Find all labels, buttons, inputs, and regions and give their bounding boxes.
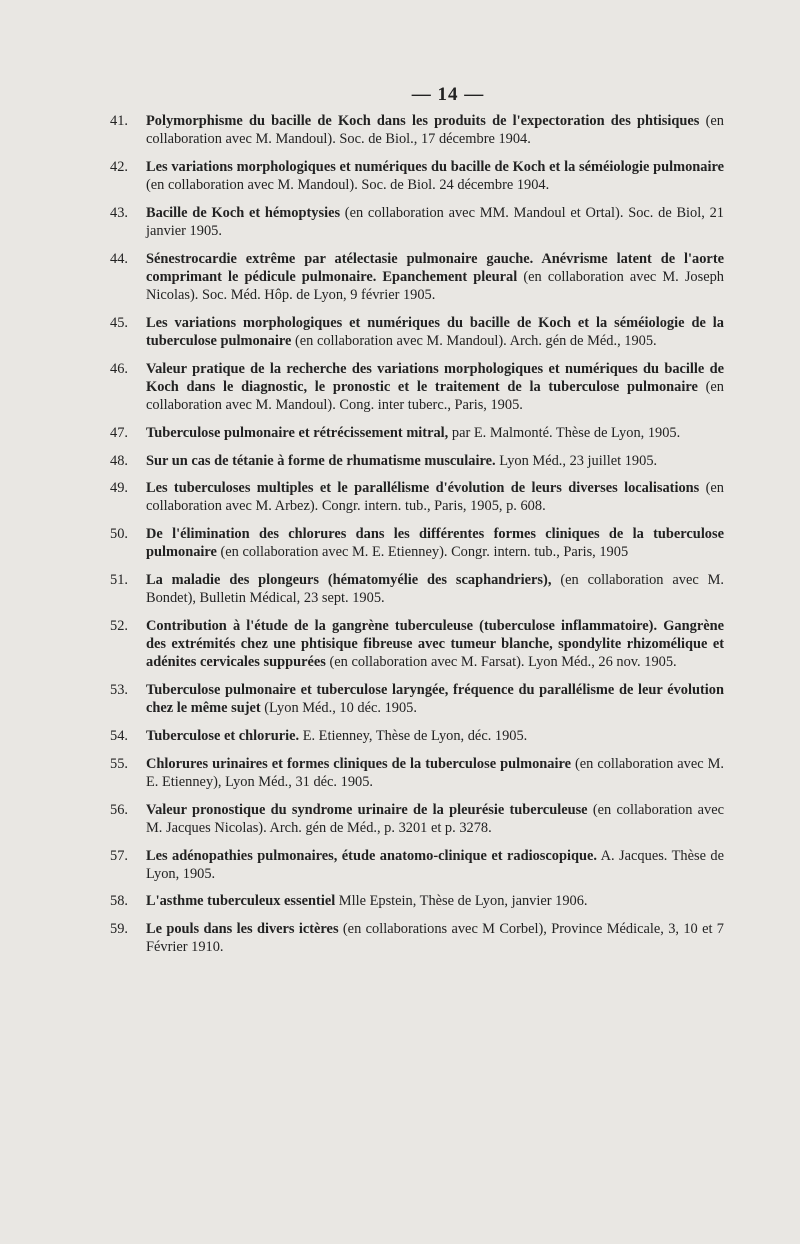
entry-citation: (en collaboration avec M. Bondet), Bulletin Médical, 23 sept. 1905. <box>146 572 724 607</box>
entry-citation: (en collaboration avec M. Jacques Nicolas). Arch. gén de Méd., p. 3201 et p. 3278. <box>146 801 725 836</box>
bibliography-entry <box>110 479 724 515</box>
entry-number: 47. <box>110 424 128 441</box>
bibliography-entry <box>110 617 724 672</box>
entry-citation: (en collaboration avec M. Mandoul). Cong. inter tuberc., Paris, 1905. <box>146 378 724 414</box>
entry-number: 45. <box>110 314 128 331</box>
bibliography-entry <box>110 204 724 240</box>
bibliography-entry <box>110 112 724 148</box>
entry-citation: (en collaboration avec MM. Mandoul et Ortal). Soc. de Biol, 21 janvier 1905. <box>146 204 724 240</box>
bibliography-entry <box>110 801 725 837</box>
bibliography-entry <box>110 681 724 717</box>
entry-number: 46. <box>110 360 128 377</box>
bibliography-entry <box>110 452 724 470</box>
entry-citation: E. Etienney, Thèse de Lyon, déc. 1905. <box>299 727 528 744</box>
entry-title: Bacille de Koch et hémoptysies <box>146 204 341 221</box>
entry-number: 52. <box>110 617 128 634</box>
entry-number: 54. <box>110 727 128 744</box>
entry-title: Valeur pronostique du syndrome urinaire de la pleurésie tuberculeuse <box>146 801 588 818</box>
entry-title: Valeur pratique de la recherche des variations morphologiques et numériques du bacille de Koch dans le diagnostic, le pronostic et le traitement de la tuberculose pulmonaire <box>146 360 724 395</box>
bibliography-entry <box>110 920 724 956</box>
bibliography-entry <box>110 847 724 883</box>
entry-number: 58. <box>110 893 128 910</box>
entry-title: Contribution à l'étude de la gangrène tuberculeuse (tuberculose inflammatoire). Gangrène des extrémités chez une phtisique fibreuse avec tumeur blanche, spondylite rhizomélique et adénites cervicales suppurées <box>146 617 724 671</box>
entry-citation: Mlle Epstein, Thèse de Lyon, janvier 1906. <box>335 893 588 910</box>
entry-number: 41. <box>110 113 128 129</box>
entry-number: 43. <box>110 204 128 221</box>
entry-title: La maladie des plongeurs (hématomyélie des scaphandriers), <box>146 572 552 589</box>
entry-citation: par E. Malmonté. Thèse de Lyon, 1905. <box>448 424 681 441</box>
entry-title: Les adénopathies pulmonaires, étude anatomo-clinique et radioscopique. <box>146 847 597 864</box>
page-number: — 14 — <box>411 84 485 105</box>
entry-title: Chlorures urinaires et formes cliniques de la tuberculose pulmonaire <box>146 755 571 772</box>
entry-title: Les variations morphologiques et numériques du bacille de Koch et la séméiologie de la tuberculose pulmonaire <box>146 314 724 350</box>
entry-citation: Lyon Méd., 23 juillet 1905. <box>495 452 658 469</box>
entry-title: Tuberculose pulmonaire et rétrécissement mitral, <box>146 424 449 441</box>
entry-number: 42. <box>110 158 128 175</box>
bibliography-entry <box>110 892 724 910</box>
entry-number: 51. <box>110 572 128 589</box>
bibliography-entry <box>110 314 724 350</box>
bibliography-entry <box>110 360 724 415</box>
entry-citation: (en collaboration avec M. Farsat). Lyon Méd., 26 nov. 1905. <box>325 654 677 671</box>
bibliography-entry <box>110 424 724 442</box>
entry-citation: (Lyon Méd., 10 déc. 1905. <box>260 700 417 717</box>
entry-citation: (en collaboration avec M. E. Etienney), Lyon Méd., 31 déc. 1905. <box>146 755 724 790</box>
entry-number: 57. <box>110 847 128 864</box>
entry-number: 44. <box>110 250 128 267</box>
entry-citation: (en collaborations avec M Corbel), Province Médicale, 3, 10 et 7 Février 1910. <box>146 921 724 956</box>
bibliography-list <box>110 112 725 957</box>
entry-number: 59. <box>110 921 128 938</box>
entry-title: Sur un cas de tétanie à forme de rhumatisme musculaire. <box>146 452 496 469</box>
bibliography-entry <box>110 525 724 561</box>
entry-title: De l'élimination des chlorures dans les différentes formes cliniques de la tuberculose pulmonaire <box>146 526 724 561</box>
entry-title: Tuberculose pulmonaire et tuberculose laryngée, fréquence du parallélisme de leur évolution chez le même sujet <box>146 682 724 717</box>
bibliography-entry <box>110 571 724 607</box>
entry-citation: (en collaboration avec M. Mandoul). Arch. gén de Méd., 1905. <box>291 333 657 350</box>
entry-citation: A. Jacques. Thèse de Lyon, 1905. <box>146 847 724 882</box>
entry-title: Polymorphisme du bacille de Koch dans les produits de l'expectoration des phtisiques <box>146 113 700 129</box>
bibliography-entry <box>110 727 724 745</box>
entry-number: 48. <box>110 452 128 469</box>
entry-number: 49. <box>110 480 128 497</box>
entry-citation: (en collaboration avec M. Mandoul). Soc. de Biol. 24 décembre 1904. <box>146 177 550 194</box>
entry-title: Les tuberculoses multiples et le parallélisme d'évolution de leurs diverses localisations <box>146 480 700 497</box>
entry-title: L'asthme tuberculeux essentiel <box>146 893 336 910</box>
entry-number: 56. <box>110 801 128 818</box>
entry-title: Tuberculose et chlorurie. <box>146 727 300 744</box>
entry-number: 53. <box>110 682 128 699</box>
entry-title: Le pouls dans les divers ictères <box>146 921 339 938</box>
entry-citation: (en collaboration avec M. E. Etienney). Congr. intern. tub., Paris, 1905 <box>216 544 629 561</box>
entry-number: 50. <box>110 526 128 543</box>
entry-citation: (en collaboration avec M. Mandoul). Soc. de Biol., 17 décembre 1904. <box>146 113 724 148</box>
entry-citation: (en collaboration avec M. Joseph Nicolas). Soc. Méd. Hôp. de Lyon, 9 février 1905. <box>146 268 724 304</box>
entry-citation: (en collaboration avec M. Arbez). Congr. intern. tub., Paris, 1905, p. 608. <box>146 480 724 515</box>
bibliography-entry <box>110 250 724 305</box>
bibliography-entry <box>110 158 724 194</box>
entry-title: Sénestrocardie extrême par atélectasie pulmonaire gauche. Anévrisme latent de l'aorte comprimant le pédicule pulmonaire. Epanchement pleural <box>146 250 724 285</box>
bibliography-entry <box>110 755 724 791</box>
entry-title: Les variations morphologiques et numériques du bacille de Koch et la séméiologie pulmonaire <box>146 158 724 175</box>
entry-number: 55. <box>110 755 128 772</box>
